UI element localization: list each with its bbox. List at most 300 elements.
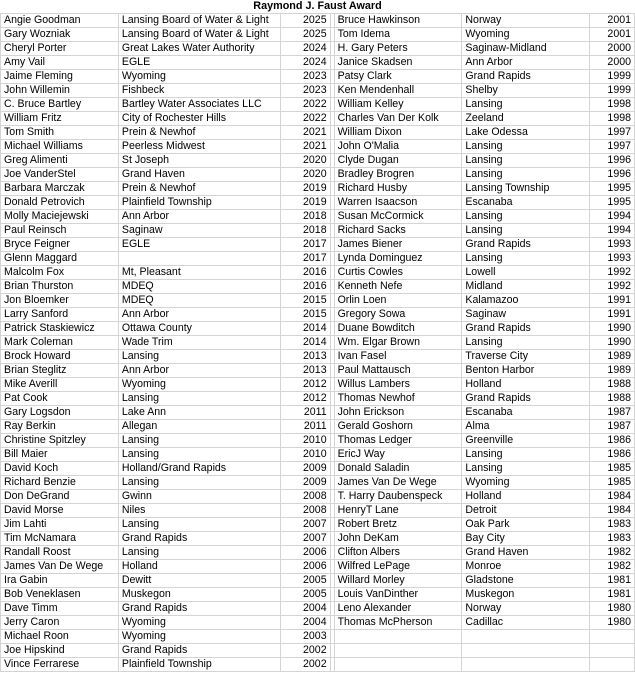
- recipient-org-cell[interactable]: Lansing: [118, 546, 280, 560]
- recipient-name-cell[interactable]: Gerald Goshorn: [334, 420, 462, 434]
- table-row: [1, 532, 635, 546]
- recipient-name-cell[interactable]: Brock Howard: [1, 350, 119, 364]
- recipient-org-cell[interactable]: Traverse City: [462, 350, 590, 364]
- recipient-org-cell[interactable]: Kalamazoo: [462, 294, 590, 308]
- recipient-org-cell[interactable]: Ottawa County: [118, 322, 280, 336]
- recipient-name-cell[interactable]: C. Bruce Bartley: [1, 98, 119, 112]
- recipient-org-cell[interactable]: Wyoming: [462, 28, 590, 42]
- recipient-name-cell[interactable]: Wilfred LePage: [334, 560, 462, 574]
- recipient-org-cell[interactable]: Ann Arbor: [118, 364, 280, 378]
- award-year-cell[interactable]: 1988: [590, 392, 635, 406]
- table-row: [1, 546, 635, 560]
- recipient-name-cell[interactable]: Donald Petrovich: [1, 196, 119, 210]
- recipient-org-cell[interactable]: Allegan: [118, 420, 280, 434]
- award-year-cell[interactable]: 1989: [590, 364, 635, 378]
- recipient-org-cell[interactable]: Dewitt: [118, 574, 280, 588]
- award-year-cell[interactable]: 2022: [280, 98, 330, 112]
- recipient-org-cell[interactable]: Saginaw: [118, 224, 280, 238]
- recipient-name-cell[interactable]: Michael Roon: [1, 630, 119, 644]
- award-year-cell[interactable]: [590, 658, 635, 672]
- award-year-cell[interactable]: 1995: [590, 182, 635, 196]
- recipient-name-cell[interactable]: James Biener: [334, 238, 462, 252]
- recipient-org-cell[interactable]: Lansing: [462, 252, 590, 266]
- award-year-cell[interactable]: 1986: [590, 434, 635, 448]
- recipient-name-cell[interactable]: William Fritz: [1, 112, 119, 126]
- recipient-org-cell[interactable]: Saginaw: [462, 308, 590, 322]
- award-year-cell[interactable]: 2006: [280, 546, 330, 560]
- recipient-org-cell[interactable]: Greenville: [462, 434, 590, 448]
- recipient-org-cell[interactable]: Grand Rapids: [462, 322, 590, 336]
- award-year-cell[interactable]: 1993: [590, 238, 635, 252]
- award-year-cell[interactable]: 2004: [280, 602, 330, 616]
- award-year-cell[interactable]: 2015: [280, 308, 330, 322]
- award-year-cell[interactable]: 2010: [280, 448, 330, 462]
- award-year-cell[interactable]: 2013: [280, 364, 330, 378]
- award-year-cell[interactable]: 2014: [280, 336, 330, 350]
- recipient-org-cell[interactable]: Wyoming: [118, 70, 280, 84]
- award-year-cell[interactable]: 2011: [280, 406, 330, 420]
- recipient-org-cell[interactable]: Zeeland: [462, 112, 590, 126]
- recipient-name-cell[interactable]: James Van De Wege: [1, 560, 119, 574]
- recipient-org-cell[interactable]: Lansing: [118, 448, 280, 462]
- award-year-cell[interactable]: 2014: [280, 322, 330, 336]
- recipient-org-cell[interactable]: Cadillac: [462, 616, 590, 630]
- recipient-name-cell[interactable]: Duane Bowditch: [334, 322, 462, 336]
- award-year-cell[interactable]: 1994: [590, 224, 635, 238]
- recipient-org-cell[interactable]: St Joseph: [118, 154, 280, 168]
- recipient-name-cell[interactable]: James Van De Wege: [334, 476, 462, 490]
- recipient-org-cell[interactable]: Lansing Board of Water & Light: [118, 28, 280, 42]
- recipient-name-cell[interactable]: [334, 644, 462, 658]
- recipient-name-cell[interactable]: [334, 630, 462, 644]
- award-year-cell[interactable]: 2012: [280, 378, 330, 392]
- recipient-name-cell[interactable]: H. Gary Peters: [334, 42, 462, 56]
- award-year-cell[interactable]: 2023: [280, 70, 330, 84]
- recipient-name-cell[interactable]: Louis VanDinther: [334, 588, 462, 602]
- recipient-org-cell[interactable]: MDEQ: [118, 280, 280, 294]
- recipient-org-cell[interactable]: Lansing Township: [462, 182, 590, 196]
- recipient-org-cell[interactable]: City of Rochester Hills: [118, 112, 280, 126]
- recipient-org-cell[interactable]: EGLE: [118, 56, 280, 70]
- recipient-org-cell[interactable]: Bay City: [462, 532, 590, 546]
- award-year-cell[interactable]: 1992: [590, 280, 635, 294]
- award-year-cell[interactable]: 2016: [280, 266, 330, 280]
- recipient-name-cell[interactable]: Janice Skadsen: [334, 56, 462, 70]
- recipient-org-cell[interactable]: Lansing: [462, 448, 590, 462]
- recipient-name-cell[interactable]: Patrick Staskiewicz: [1, 322, 119, 336]
- recipient-name-cell[interactable]: Brian Steglitz: [1, 364, 119, 378]
- award-year-cell[interactable]: 2021: [280, 140, 330, 154]
- recipient-org-cell[interactable]: Wyoming: [118, 616, 280, 630]
- recipient-org-cell[interactable]: Plainfield Township: [118, 196, 280, 210]
- recipient-name-cell[interactable]: David Morse: [1, 504, 119, 518]
- table-row: [1, 308, 635, 322]
- award-year-cell[interactable]: 2001: [590, 14, 635, 28]
- recipient-org-cell[interactable]: Lansing: [462, 462, 590, 476]
- recipient-org-cell[interactable]: Lansing: [462, 224, 590, 238]
- recipient-org-cell[interactable]: Prein & Newhof: [118, 126, 280, 140]
- recipient-name-cell[interactable]: Mike Averill: [1, 378, 119, 392]
- recipient-org-cell[interactable]: Oak Park: [462, 518, 590, 532]
- recipient-org-cell[interactable]: Escanaba: [462, 196, 590, 210]
- award-year-cell[interactable]: 2000: [590, 56, 635, 70]
- recipient-name-cell[interactable]: Willard Morley: [334, 574, 462, 588]
- recipient-name-cell[interactable]: William Dixon: [334, 126, 462, 140]
- recipient-name-cell[interactable]: Richard Husby: [334, 182, 462, 196]
- award-year-cell[interactable]: 1991: [590, 294, 635, 308]
- recipient-org-cell[interactable]: Niles: [118, 504, 280, 518]
- award-year-cell[interactable]: 2020: [280, 168, 330, 182]
- recipient-name-cell[interactable]: Thomas McPherson: [334, 616, 462, 630]
- recipient-org-cell[interactable]: Grand Haven: [462, 546, 590, 560]
- recipient-name-cell[interactable]: Clifton Albers: [334, 546, 462, 560]
- award-year-cell[interactable]: 1993: [590, 252, 635, 266]
- recipient-name-cell[interactable]: T. Harry Daubenspeck: [334, 490, 462, 504]
- award-year-cell[interactable]: 1986: [590, 448, 635, 462]
- recipient-name-cell[interactable]: Paul Mattausch: [334, 364, 462, 378]
- award-year-cell[interactable]: 1996: [590, 154, 635, 168]
- recipient-org-cell[interactable]: Wyoming: [118, 378, 280, 392]
- table-row: [1, 574, 635, 588]
- recipient-name-cell[interactable]: Jerry Caron: [1, 616, 119, 630]
- award-year-cell[interactable]: 1995: [590, 196, 635, 210]
- award-year-cell[interactable]: 2021: [280, 126, 330, 140]
- recipient-org-cell[interactable]: Ann Arbor: [118, 210, 280, 224]
- recipient-name-cell[interactable]: Robert Bretz: [334, 518, 462, 532]
- table-row: [1, 518, 635, 532]
- recipient-name-cell[interactable]: Tim McNamara: [1, 532, 119, 546]
- recipient-org-cell[interactable]: Fishbeck: [118, 84, 280, 98]
- table-row: [1, 294, 635, 308]
- recipient-name-cell[interactable]: HenryT Lane: [334, 504, 462, 518]
- recipient-org-cell[interactable]: Prein & Newhof: [118, 182, 280, 196]
- award-year-cell[interactable]: 2013: [280, 350, 330, 364]
- recipient-org-cell[interactable]: Grand Rapids: [462, 70, 590, 84]
- award-year-cell[interactable]: 1981: [590, 588, 635, 602]
- table-row: [1, 140, 635, 154]
- award-year-cell[interactable]: 2011: [280, 420, 330, 434]
- recipient-org-cell[interactable]: Holland: [462, 378, 590, 392]
- recipient-org-cell[interactable]: Holland: [462, 490, 590, 504]
- recipient-org-cell[interactable]: Grand Rapids: [118, 602, 280, 616]
- recipient-name-cell[interactable]: Patsy Clark: [334, 70, 462, 84]
- award-year-cell[interactable]: 1998: [590, 98, 635, 112]
- recipient-name-cell[interactable]: Amy Vail: [1, 56, 119, 70]
- award-year-cell[interactable]: 1998: [590, 112, 635, 126]
- recipient-org-cell[interactable]: Wade Trim: [118, 336, 280, 350]
- table-row: [1, 252, 635, 266]
- recipient-name-cell[interactable]: Clyde Dugan: [334, 154, 462, 168]
- recipient-name-cell[interactable]: Richard Benzie: [1, 476, 119, 490]
- recipient-name-cell[interactable]: Curtis Cowles: [334, 266, 462, 280]
- award-year-cell[interactable]: 2006: [280, 560, 330, 574]
- recipient-name-cell[interactable]: Malcolm Fox: [1, 266, 119, 280]
- award-year-cell[interactable]: 2017: [280, 252, 330, 266]
- recipient-org-cell[interactable]: Great Lakes Water Authority: [118, 42, 280, 56]
- award-year-cell[interactable]: 2025: [280, 28, 330, 42]
- recipient-name-cell[interactable]: Brian Thurston: [1, 280, 119, 294]
- recipient-name-cell[interactable]: Gary Logsdon: [1, 406, 119, 420]
- recipient-org-cell[interactable]: Mt, Pleasant: [118, 266, 280, 280]
- recipient-org-cell[interactable]: Wyoming: [462, 476, 590, 490]
- recipient-org-cell[interactable]: Lansing: [462, 336, 590, 350]
- recipient-org-cell[interactable]: Ann Arbor: [462, 56, 590, 70]
- recipient-org-cell[interactable]: Holland: [118, 560, 280, 574]
- recipient-org-cell[interactable]: Lansing Board of Water & Light: [118, 14, 280, 28]
- recipient-name-cell[interactable]: [334, 658, 462, 672]
- recipient-org-cell[interactable]: MDEQ: [118, 294, 280, 308]
- award-year-cell[interactable]: 1984: [590, 490, 635, 504]
- award-year-cell[interactable]: 1983: [590, 532, 635, 546]
- recipient-name-cell[interactable]: Joe Hipskind: [1, 644, 119, 658]
- recipient-org-cell[interactable]: Lansing: [118, 392, 280, 406]
- award-year-cell[interactable]: 2005: [280, 574, 330, 588]
- recipient-org-cell[interactable]: Norway: [462, 14, 590, 28]
- recipient-name-cell[interactable]: EricJ Way: [334, 448, 462, 462]
- award-year-cell[interactable]: 1985: [590, 462, 635, 476]
- award-year-cell[interactable]: 1992: [590, 266, 635, 280]
- award-year-cell[interactable]: 1980: [590, 616, 635, 630]
- table-row: [1, 364, 635, 378]
- recipient-name-cell[interactable]: Joe VanderStel: [1, 168, 119, 182]
- recipient-org-cell[interactable]: Grand Rapids: [118, 644, 280, 658]
- award-year-cell[interactable]: 1980: [590, 602, 635, 616]
- recipient-name-cell[interactable]: Donald Saladin: [334, 462, 462, 476]
- award-year-cell[interactable]: 1997: [590, 140, 635, 154]
- award-year-cell[interactable]: 2016: [280, 280, 330, 294]
- award-year-cell[interactable]: 2017: [280, 238, 330, 252]
- recipient-name-cell[interactable]: Lynda Dominguez: [334, 252, 462, 266]
- table-row: [1, 182, 635, 196]
- recipient-org-cell[interactable]: Lansing: [462, 168, 590, 182]
- award-year-cell[interactable]: 1990: [590, 336, 635, 350]
- award-year-cell[interactable]: 2008: [280, 490, 330, 504]
- award-year-cell[interactable]: 2019: [280, 196, 330, 210]
- table-row: [1, 224, 635, 238]
- recipient-org-cell[interactable]: EGLE: [118, 238, 280, 252]
- recipient-org-cell[interactable]: Escanaba: [462, 406, 590, 420]
- recipient-org-cell[interactable]: Monroe: [462, 560, 590, 574]
- recipient-org-cell[interactable]: Gladstone: [462, 574, 590, 588]
- award-year-cell[interactable]: 2001: [590, 28, 635, 42]
- recipient-name-cell[interactable]: John Erickson: [334, 406, 462, 420]
- award-year-cell[interactable]: 2009: [280, 462, 330, 476]
- table-row: [1, 560, 635, 574]
- recipient-org-cell[interactable]: Saginaw-Midland: [462, 42, 590, 56]
- recipient-name-cell[interactable]: Willus Lambers: [334, 378, 462, 392]
- recipient-org-cell[interactable]: Grand Rapids: [118, 532, 280, 546]
- award-year-cell[interactable]: 2005: [280, 588, 330, 602]
- award-year-cell[interactable]: 1987: [590, 420, 635, 434]
- recipient-name-cell[interactable]: Randall Roost: [1, 546, 119, 560]
- recipient-name-cell[interactable]: John DeKam: [334, 532, 462, 546]
- recipient-org-cell[interactable]: Lowell: [462, 266, 590, 280]
- award-year-cell[interactable]: 1991: [590, 308, 635, 322]
- recipient-name-cell[interactable]: Pat Cook: [1, 392, 119, 406]
- recipient-org-cell[interactable]: Grand Rapids: [462, 238, 590, 252]
- recipient-org-cell[interactable]: Lansing: [462, 210, 590, 224]
- recipient-org-cell[interactable]: [462, 644, 590, 658]
- recipient-org-cell[interactable]: Lake Odessa: [462, 126, 590, 140]
- recipient-name-cell[interactable]: Bruce Hawkinson: [334, 14, 462, 28]
- recipient-name-cell[interactable]: Barbara Marczak: [1, 182, 119, 196]
- recipient-name-cell[interactable]: Angie Goodman: [1, 14, 119, 28]
- recipient-name-cell[interactable]: Jaime Fleming: [1, 70, 119, 84]
- recipient-org-cell[interactable]: Holland/Grand Rapids: [118, 462, 280, 476]
- award-year-cell[interactable]: 1982: [590, 546, 635, 560]
- award-year-cell[interactable]: 2015: [280, 294, 330, 308]
- recipient-name-cell[interactable]: Tom Smith: [1, 126, 119, 140]
- recipient-name-cell[interactable]: Mark Coleman: [1, 336, 119, 350]
- award-year-cell[interactable]: 2008: [280, 504, 330, 518]
- recipient-org-cell[interactable]: Alma: [462, 420, 590, 434]
- award-year-cell[interactable]: [590, 644, 635, 658]
- award-year-cell[interactable]: 2018: [280, 224, 330, 238]
- recipient-org-cell[interactable]: Lansing: [118, 350, 280, 364]
- recipient-name-cell[interactable]: Dave Timm: [1, 602, 119, 616]
- recipient-org-cell[interactable]: Lansing: [462, 98, 590, 112]
- award-year-cell[interactable]: 2010: [280, 434, 330, 448]
- award-year-cell[interactable]: 2009: [280, 476, 330, 490]
- table-row: [1, 476, 635, 490]
- recipient-name-cell[interactable]: John O'Malia: [334, 140, 462, 154]
- award-year-cell[interactable]: [590, 630, 635, 644]
- award-year-cell[interactable]: 2000: [590, 42, 635, 56]
- recipient-name-cell[interactable]: Thomas Newhof: [334, 392, 462, 406]
- recipient-org-cell[interactable]: Benton Harbor: [462, 364, 590, 378]
- recipient-name-cell[interactable]: Bradley Brogren: [334, 168, 462, 182]
- recipient-name-cell[interactable]: Ira Gabin: [1, 574, 119, 588]
- recipient-name-cell[interactable]: Cheryl Porter: [1, 42, 119, 56]
- award-year-cell[interactable]: 1987: [590, 406, 635, 420]
- recipient-name-cell[interactable]: Thomas Ledger: [334, 434, 462, 448]
- award-year-cell[interactable]: 1984: [590, 504, 635, 518]
- recipient-name-cell[interactable]: Ray Berkin: [1, 420, 119, 434]
- recipient-org-cell[interactable]: Lansing: [118, 476, 280, 490]
- award-year-cell[interactable]: 2002: [280, 658, 330, 672]
- recipient-org-cell[interactable]: Detroit: [462, 504, 590, 518]
- recipient-org-cell[interactable]: Muskegon: [118, 588, 280, 602]
- award-year-cell[interactable]: 2007: [280, 532, 330, 546]
- award-year-cell[interactable]: 2024: [280, 42, 330, 56]
- recipient-name-cell[interactable]: Glenn Maggard: [1, 252, 119, 266]
- award-year-cell[interactable]: 1999: [590, 70, 635, 84]
- award-year-cell[interactable]: 2024: [280, 56, 330, 70]
- recipient-name-cell[interactable]: Jon Bloemker: [1, 294, 119, 308]
- award-year-cell[interactable]: 1981: [590, 574, 635, 588]
- recipient-name-cell[interactable]: Jim Lahti: [1, 518, 119, 532]
- recipient-name-cell[interactable]: Ivan Fasel: [334, 350, 462, 364]
- recipient-name-cell[interactable]: Vince Ferrarese: [1, 658, 119, 672]
- award-year-cell[interactable]: 1999: [590, 84, 635, 98]
- recipient-name-cell[interactable]: Bill Maier: [1, 448, 119, 462]
- recipient-name-cell[interactable]: Susan McCormick: [334, 210, 462, 224]
- recipient-name-cell[interactable]: Kenneth Nefe: [334, 280, 462, 294]
- award-year-cell[interactable]: 1990: [590, 322, 635, 336]
- award-year-cell[interactable]: 2022: [280, 112, 330, 126]
- recipient-name-cell[interactable]: Richard Sacks: [334, 224, 462, 238]
- recipient-org-cell[interactable]: Norway: [462, 602, 590, 616]
- award-year-cell[interactable]: 2023: [280, 84, 330, 98]
- award-year-cell[interactable]: 2019: [280, 182, 330, 196]
- recipient-org-cell[interactable]: Plainfield Township: [118, 658, 280, 672]
- recipient-org-cell[interactable]: Ann Arbor: [118, 308, 280, 322]
- recipient-name-cell[interactable]: Molly Maciejewski: [1, 210, 119, 224]
- award-year-cell[interactable]: 2007: [280, 518, 330, 532]
- table-row: [1, 490, 635, 504]
- recipient-org-cell[interactable]: Lansing: [118, 518, 280, 532]
- recipient-name-cell[interactable]: Michael Williams: [1, 140, 119, 154]
- recipient-org-cell[interactable]: Gwinn: [118, 490, 280, 504]
- award-year-cell[interactable]: 1982: [590, 560, 635, 574]
- award-year-cell[interactable]: 2003: [280, 630, 330, 644]
- recipient-org-cell[interactable]: Lake Ann: [118, 406, 280, 420]
- recipient-org-cell[interactable]: Wyoming: [118, 630, 280, 644]
- recipient-org-cell[interactable]: Bartley Water Associates LLC: [118, 98, 280, 112]
- recipient-name-cell[interactable]: Ken Mendenhall: [334, 84, 462, 98]
- award-year-cell[interactable]: 2020: [280, 154, 330, 168]
- recipient-org-cell[interactable]: Lansing: [462, 154, 590, 168]
- recipient-org-cell[interactable]: [462, 658, 590, 672]
- recipient-name-cell[interactable]: Gregory Sowa: [334, 308, 462, 322]
- recipient-name-cell[interactable]: Leno Alexander: [334, 602, 462, 616]
- recipient-org-cell[interactable]: Lansing: [462, 140, 590, 154]
- recipient-org-cell[interactable]: Midland: [462, 280, 590, 294]
- award-year-cell[interactable]: 2012: [280, 392, 330, 406]
- award-year-cell[interactable]: 1983: [590, 518, 635, 532]
- recipient-name-cell[interactable]: Greg Alimenti: [1, 154, 119, 168]
- recipient-name-cell[interactable]: Warren Isaacson: [334, 196, 462, 210]
- recipient-name-cell[interactable]: Paul Reinsch: [1, 224, 119, 238]
- award-year-cell[interactable]: 1985: [590, 476, 635, 490]
- recipient-name-cell[interactable]: William Kelley: [334, 98, 462, 112]
- recipient-org-cell[interactable]: Lansing: [118, 434, 280, 448]
- table-row: [1, 448, 635, 462]
- recipient-name-cell[interactable]: John Willemin: [1, 84, 119, 98]
- recipient-org-cell[interactable]: [118, 252, 280, 266]
- recipient-org-cell[interactable]: Peerless Midwest: [118, 140, 280, 154]
- recipient-org-cell[interactable]: [462, 630, 590, 644]
- table-row: [1, 378, 635, 392]
- award-year-cell[interactable]: 2025: [280, 14, 330, 28]
- recipient-name-cell[interactable]: Don DeGrand: [1, 490, 119, 504]
- recipient-org-cell[interactable]: Grand Rapids: [462, 392, 590, 406]
- award-year-cell[interactable]: 2004: [280, 616, 330, 630]
- recipient-name-cell[interactable]: Wm. Elgar Brown: [334, 336, 462, 350]
- recipient-org-cell[interactable]: Shelby: [462, 84, 590, 98]
- award-year-cell[interactable]: 1994: [590, 210, 635, 224]
- recipient-org-cell[interactable]: Grand Haven: [118, 168, 280, 182]
- award-year-cell[interactable]: 1988: [590, 378, 635, 392]
- recipient-name-cell[interactable]: David Koch: [1, 462, 119, 476]
- award-year-cell[interactable]: 1989: [590, 350, 635, 364]
- recipient-name-cell[interactable]: Bob Veneklasen: [1, 588, 119, 602]
- award-year-cell[interactable]: 2018: [280, 210, 330, 224]
- table-row: [1, 70, 635, 84]
- recipient-name-cell[interactable]: Christine Spitzley: [1, 434, 119, 448]
- award-year-cell[interactable]: 1997: [590, 126, 635, 140]
- recipient-name-cell[interactable]: Charles Van Der Kolk: [334, 112, 462, 126]
- recipient-name-cell[interactable]: Orlin Loen: [334, 294, 462, 308]
- recipient-name-cell[interactable]: Bryce Feigner: [1, 238, 119, 252]
- recipient-name-cell[interactable]: Tom Idema: [334, 28, 462, 42]
- award-year-cell[interactable]: 2002: [280, 644, 330, 658]
- table-row: [1, 112, 635, 126]
- award-year-cell[interactable]: 1996: [590, 168, 635, 182]
- recipient-name-cell[interactable]: Gary Wozniak: [1, 28, 119, 42]
- recipient-org-cell[interactable]: Muskegon: [462, 588, 590, 602]
- recipient-name-cell[interactable]: Larry Sanford: [1, 308, 119, 322]
